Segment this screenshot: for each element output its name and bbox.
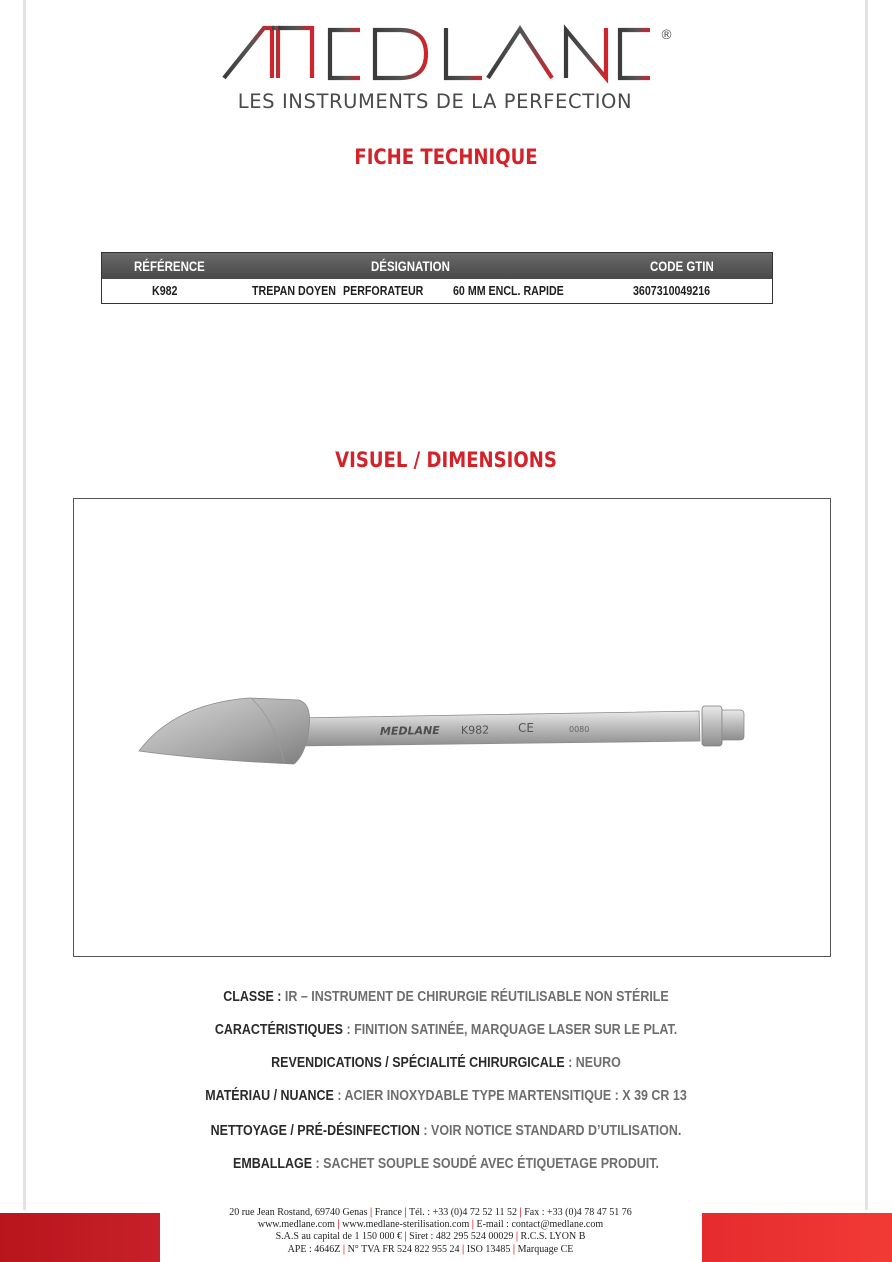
footer-line-web: www.medlane.com | www.medlane-sterilisation.com | E-mail : contact@medlane.com xyxy=(257,1219,604,1231)
instrument-ce-marking: CE xyxy=(518,721,534,735)
registered-mark: ® xyxy=(660,28,673,43)
spec-label: EMBALLAGE xyxy=(233,1156,313,1172)
website-link[interactable]: www.medlane.com xyxy=(257,1219,335,1231)
spec-label: NETTOYAGE / PRÉ-DÉSINFECTION xyxy=(210,1123,420,1139)
sterilisation-website-link[interactable]: www.medlane-sterilisation.com xyxy=(342,1219,470,1231)
header-reference: RÉFÉRENCE xyxy=(134,258,205,274)
spec-value: : VOIR NOTICE STANDARD D’UTILISATION. xyxy=(419,1123,682,1139)
instrument-ref-marking: K982 xyxy=(460,723,490,737)
spec-label: REVENDICATIONS / SPÉCIALITÉ CHIRURGICALE xyxy=(271,1055,565,1071)
spec-label: CARACTÉRISTIQUES xyxy=(214,1022,344,1038)
footer-red-bar-left xyxy=(0,1213,160,1262)
footer-line-address: 20 rue Jean Rostand, 69740 Genas | France | Tél. : +33 (0)4 72 52 11 52 | Fax : +33 (0)4 78 47 51 76 xyxy=(229,1207,632,1218)
instrument-brand-marking: MEDLANE xyxy=(379,723,440,738)
visuel-dimensions-title: VISUEL / DIMENSIONS xyxy=(335,448,557,472)
spec-label: MATÉRIAU / NUANCE xyxy=(205,1088,334,1104)
company-footer xyxy=(160,1207,701,1256)
left-margin-rule xyxy=(23,0,26,1210)
email-link[interactable]: E-mail : contact@medlane.com xyxy=(476,1219,604,1231)
spec-materiau xyxy=(50,1088,841,1104)
spec-classe xyxy=(50,989,841,1005)
spec-emballage xyxy=(50,1156,841,1172)
spec-value: : NEURO xyxy=(564,1055,621,1071)
cell-gtin: 3607310049216 xyxy=(633,283,711,298)
footer-red-bar-right xyxy=(702,1213,892,1262)
right-margin-rule xyxy=(865,0,868,1210)
spec-revendications xyxy=(50,1055,841,1071)
reference-table xyxy=(101,252,773,304)
medlane-logo xyxy=(220,24,673,84)
spec-value: : ACIER INOXYDABLE TYPE MARTENSITIQUE : X 39 CR 13 xyxy=(333,1088,687,1104)
cell-reference: K982 xyxy=(152,283,178,298)
fiche-technique-title: FICHE TECHNIQUE xyxy=(354,145,538,169)
trepan-instrument-image xyxy=(134,694,754,764)
spec-value: : FINITION SATINÉE, MARQUAGE LASER SUR LE PLAT. xyxy=(343,1022,678,1038)
cell-designation-3: 60 MM ENCL. RAPIDE xyxy=(453,283,564,298)
brand-tagline: LES INSTRUMENTS DE LA PERFECTION xyxy=(237,90,633,113)
footer-line-company: S.A.S au capital de 1 150 000 € | Siret : 482 295 524 00029 | R.C.S. LYON B xyxy=(275,1231,586,1243)
spec-label: CLASSE : xyxy=(223,989,285,1005)
footer-line-registration: APE : 4646Z | N° TVA FR 524 822 955 24 | ISO 13485 | Marquage CE xyxy=(287,1243,574,1255)
table-row xyxy=(102,279,772,303)
header-designation: DÉSIGNATION xyxy=(371,258,450,274)
spec-value: IR – INSTRUMENT DE CHIRURGIE RÉUTILISABLE NON STÉRILE xyxy=(284,989,669,1005)
instrument-visual-frame xyxy=(73,498,831,957)
cell-designation-2: PERFORATEUR xyxy=(343,283,424,298)
header-gtin: CODE GTIN xyxy=(650,258,714,274)
spec-nettoyage xyxy=(50,1123,841,1139)
spec-caracteristiques xyxy=(50,1022,841,1038)
instrument-code-marking: 0080 xyxy=(569,725,590,734)
cell-designation-1: TREPAN DOYEN xyxy=(252,283,336,298)
spec-value: : SACHET SOUPLE SOUDÉ AVEC ÉTIQUETAGE PRODUIT. xyxy=(312,1156,659,1172)
reference-table-header xyxy=(102,253,772,279)
